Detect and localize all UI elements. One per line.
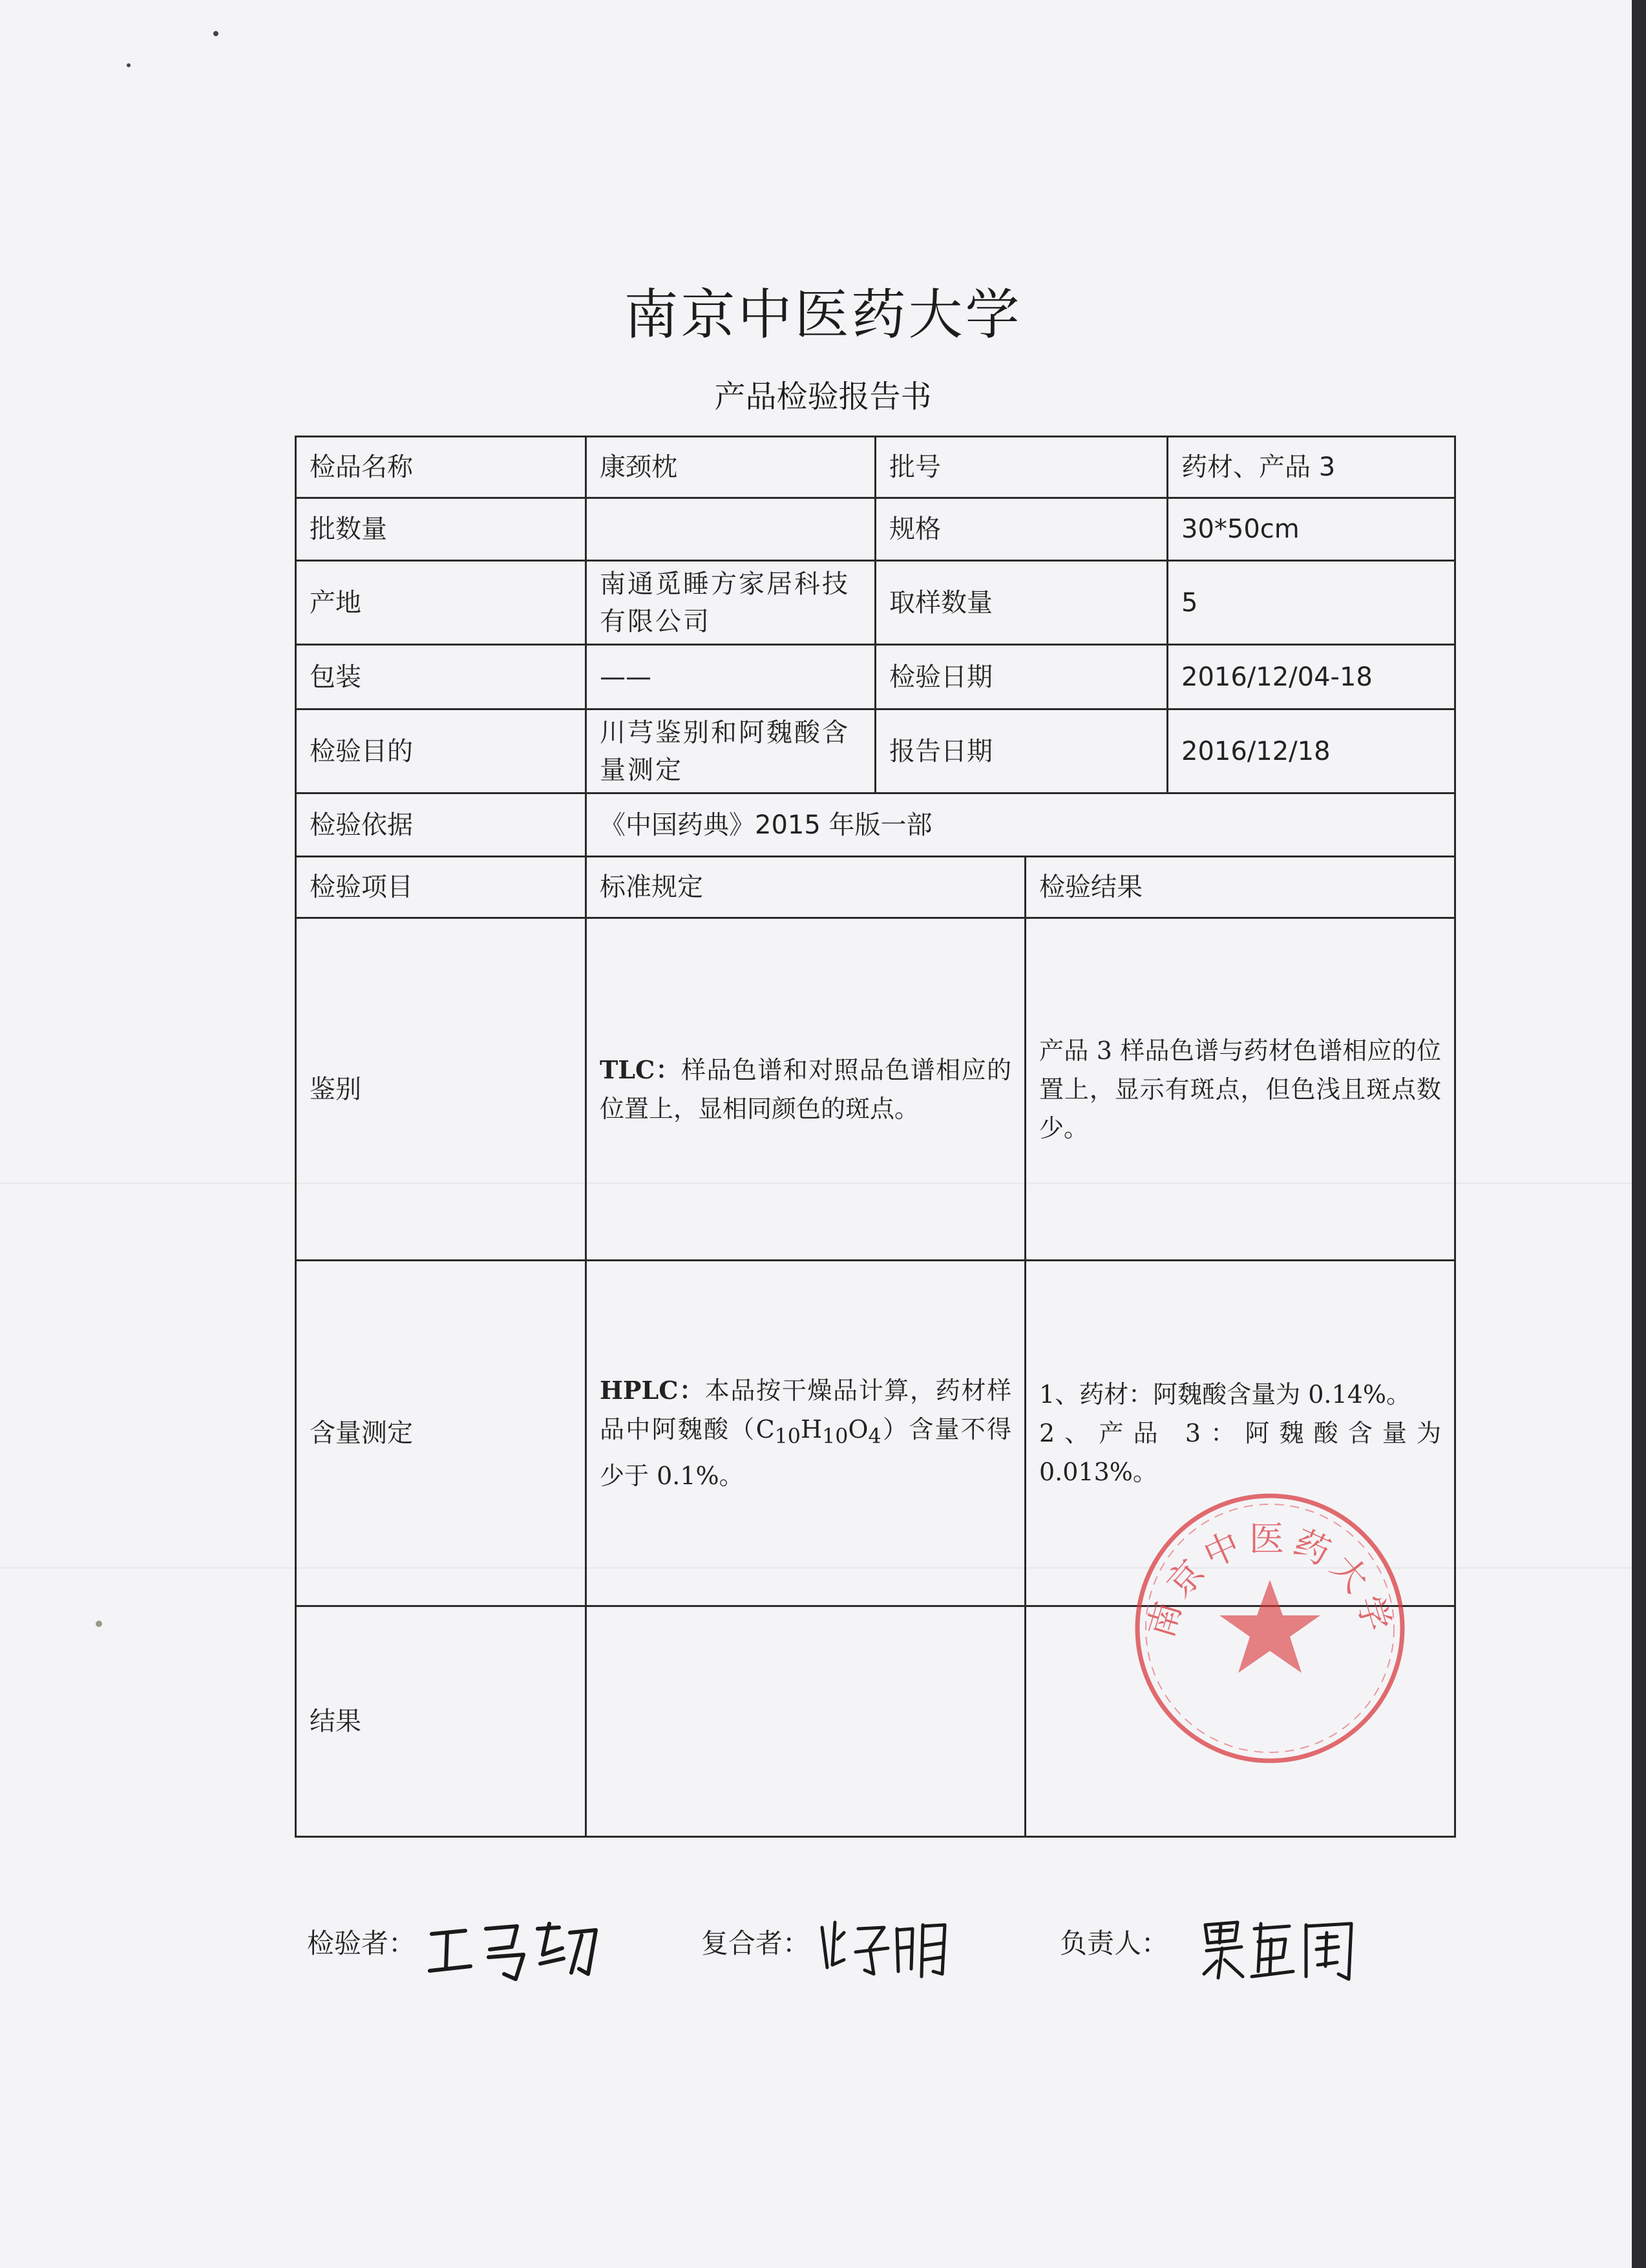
header-item: 检验项目	[296, 857, 586, 918]
value-batch-number: 药材、产品 3	[1168, 437, 1455, 498]
header-result: 检验结果	[1026, 857, 1455, 918]
seal-star-icon	[1219, 1580, 1320, 1673]
item-conclusion: 结果	[296, 1606, 586, 1837]
label-basis: 检验依据	[296, 793, 586, 857]
result-assay-line-1: 1、药材：阿魏酸含量为 0.14%。	[1039, 1380, 1411, 1409]
table-row	[296, 793, 1455, 857]
label-batch-quantity: 批数量	[296, 498, 586, 561]
standard-assay-text-1: 本品按干燥品计算，药材样品中阿魏酸（	[600, 1376, 1011, 1444]
header-standard: 标准规定	[586, 857, 1026, 918]
table-row	[296, 498, 1455, 561]
responsible-signature	[1199, 1909, 1360, 1987]
value-purpose: 川芎鉴别和阿魏酸含量测定	[586, 709, 876, 793]
inspector-label: 检验者：	[307, 1927, 416, 1959]
formula-subscript: 4	[868, 1425, 881, 1449]
seal-text: 南京中医药大学	[1140, 1518, 1400, 1643]
value-basis: 《中国药典》2015 年版一部	[586, 793, 1455, 857]
standard-assay-text-2: ）含量不得少于 0.1%。	[600, 1415, 1011, 1490]
label-report-date: 报告日期	[876, 709, 1168, 793]
value-product-name: 康颈枕	[586, 437, 876, 498]
formula-element: H	[800, 1415, 823, 1444]
table-row	[296, 561, 1455, 645]
label-origin: 产地	[296, 561, 586, 645]
document-subtitle: 产品检验报告书	[714, 379, 932, 415]
method-tlc: TLC：	[600, 1055, 682, 1084]
method-hplc: HPLC：	[600, 1376, 705, 1405]
label-packaging: 包装	[296, 645, 586, 709]
label-specification: 规格	[876, 498, 1168, 561]
scan-speck	[213, 31, 218, 36]
formula-subscript: 10	[822, 1425, 849, 1449]
value-batch-quantity	[586, 498, 876, 561]
value-report-date: 2016/12/18	[1168, 709, 1455, 793]
label-purpose: 检验目的	[296, 709, 586, 793]
table-header-row	[296, 857, 1455, 918]
scan-speck	[127, 63, 131, 67]
result-identification: 产品 3 样品色谱与药材色谱相应的位置上，显示有斑点，但色浅且斑点数少。	[1026, 918, 1455, 1261]
value-specification: 30*50cm	[1168, 498, 1455, 561]
value-packaging: ——	[586, 645, 876, 709]
table-row	[296, 437, 1455, 498]
standard-identification	[586, 918, 1026, 1261]
formula-element: O	[848, 1415, 869, 1444]
result-assay-line-2: 2、产品 3：阿魏酸含量为 0.013%。	[1039, 1419, 1441, 1486]
label-batch-number: 批号	[876, 437, 1168, 498]
table-row-identification	[296, 918, 1455, 1261]
table-row	[296, 645, 1455, 709]
value-inspection-date: 2016/12/04-18	[1168, 645, 1455, 709]
official-seal	[1128, 1486, 1412, 1770]
value-sample-count: 5	[1168, 561, 1455, 645]
value-origin: 南通觅睡方家居科技有限公司	[586, 561, 876, 645]
table-row	[296, 709, 1455, 793]
scan-speck	[96, 1621, 102, 1627]
standard-identification-text: 样品色谱和对照品色谱相应的位置上，显相同颜色的斑点。	[600, 1055, 1011, 1123]
item-identification: 鉴别	[296, 918, 586, 1261]
formula-subscript: 10	[774, 1425, 801, 1449]
label-product-name: 检品名称	[296, 437, 586, 498]
standard-assay	[586, 1261, 1026, 1606]
responsible-label: 负责人：	[1060, 1927, 1169, 1959]
reviewer-label: 复合者：	[701, 1927, 810, 1959]
document-title: 南京中医药大学	[624, 283, 1022, 346]
inspector-signature	[427, 1909, 601, 1987]
reviewer-signature	[816, 1909, 958, 1987]
label-sample-count: 取样数量	[876, 561, 1168, 645]
formula-element: C	[755, 1415, 775, 1444]
item-assay: 含量测定	[296, 1261, 586, 1606]
label-inspection-date: 检验日期	[876, 645, 1168, 709]
standard-conclusion	[586, 1606, 1026, 1837]
